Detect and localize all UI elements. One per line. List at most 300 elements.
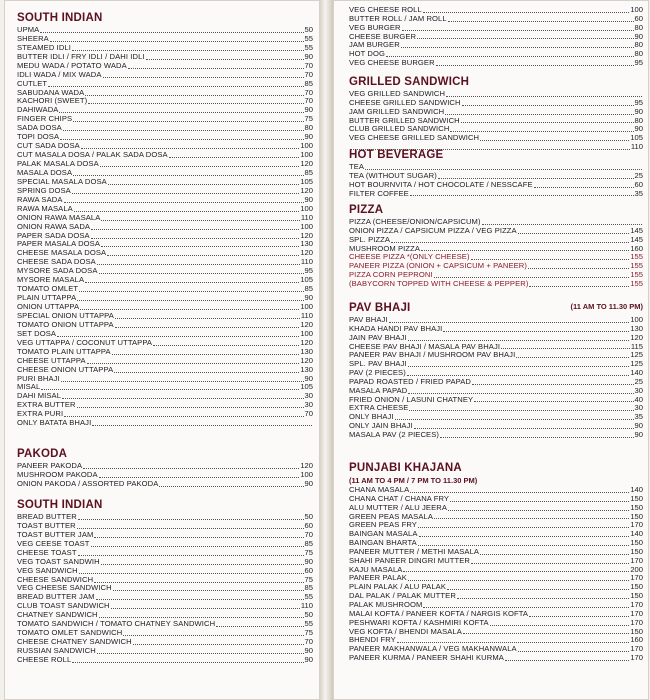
dotted-leader bbox=[133, 644, 304, 645]
menu-item-row bbox=[349, 190, 643, 199]
menu-item-name: RUSSIAN SANDWICH bbox=[17, 646, 96, 656]
menu-item-price: 130 bbox=[300, 239, 313, 249]
menu-item-name: TEA bbox=[349, 162, 365, 171]
dotted-leader bbox=[115, 318, 300, 319]
dotted-leader bbox=[101, 246, 299, 247]
menu-item-price: 155 bbox=[630, 252, 643, 262]
section-hot-beverage bbox=[349, 147, 643, 198]
menu-item-name: JAM BURGER bbox=[349, 40, 400, 50]
dotted-leader bbox=[391, 242, 629, 243]
menu-item-price: 85 bbox=[304, 78, 313, 88]
dotted-leader bbox=[407, 375, 630, 376]
menu-item-name: SHAHI PANEER DINGRI MUTTER bbox=[349, 555, 471, 565]
dotted-leader bbox=[408, 580, 629, 581]
dotted-leader bbox=[80, 309, 299, 310]
menu-item-name: BHENDI FRY bbox=[349, 635, 396, 645]
menu-item-name: CHEESE BURGER bbox=[349, 31, 417, 41]
menu-item-name: MASALA PAPAD bbox=[349, 385, 408, 395]
menu-item-price: 80 bbox=[634, 22, 643, 32]
menu-item-name: VEG UTTAPPA / COCONUT UTTAPPA bbox=[17, 337, 153, 347]
menu-item-name: PIZZA (CHEESE/ONION/CAPSICUM) bbox=[349, 217, 481, 226]
dotted-leader bbox=[365, 169, 642, 170]
section-pizza bbox=[349, 202, 643, 289]
dotted-leader bbox=[450, 501, 629, 502]
dotted-leader bbox=[74, 211, 300, 212]
menu-item-name: PAV (2 PIECES) bbox=[349, 368, 406, 378]
menu-item-name: VEG CHEESE GRILLED SANDWICH bbox=[349, 133, 480, 143]
section-title: SOUTH INDIAN bbox=[17, 12, 103, 24]
dotted-leader bbox=[386, 56, 634, 57]
menu-item-name: CHEESE CHATNEY SANDWICH bbox=[17, 637, 132, 647]
dotted-leader bbox=[88, 103, 303, 104]
menu-item-name: RAWA SADA bbox=[17, 194, 63, 204]
dotted-leader bbox=[408, 366, 630, 367]
menu-item-name: PANEER PALAK bbox=[349, 573, 407, 583]
menu-item-name: HOT BOURNVITA / HOT CHOCOLATE / NESSCAFE bbox=[349, 179, 533, 189]
dotted-leader bbox=[462, 105, 634, 106]
menu-item-price: 150 bbox=[630, 511, 643, 521]
section-title: SOUTH INDIAN bbox=[17, 499, 103, 511]
menu-item-row bbox=[349, 134, 643, 143]
dotted-leader bbox=[408, 340, 630, 341]
dotted-leader bbox=[216, 626, 303, 627]
menu-item-name: DAHIWADA bbox=[17, 105, 59, 115]
menu-item-name: SADA DOSA bbox=[17, 123, 62, 133]
dotted-leader bbox=[61, 381, 304, 382]
dotted-leader bbox=[72, 193, 299, 194]
menu-item-price: 80 bbox=[634, 40, 643, 50]
section-timing-note: (11 AM TO 4 PM / 7 PM TO 11.30 PM) bbox=[349, 476, 478, 485]
menu-item-name: RAWA MASALA bbox=[17, 203, 73, 213]
menu-item-price: 90 bbox=[304, 556, 313, 566]
dotted-leader bbox=[529, 286, 629, 287]
menu-item-price: 40 bbox=[634, 394, 643, 404]
menu-item-name: PAPER MASALA DOSA bbox=[17, 239, 101, 249]
menu-item-price: 170 bbox=[630, 520, 643, 530]
menu-item-price: 120 bbox=[630, 332, 643, 342]
menu-item-price: 110 bbox=[300, 257, 313, 267]
dotted-leader bbox=[87, 363, 300, 364]
dotted-leader bbox=[77, 407, 304, 408]
menu-item-price: 145 bbox=[630, 234, 643, 244]
menu-item-name: SPECIAL MASALA DOSA bbox=[17, 176, 107, 186]
dotted-leader bbox=[418, 545, 630, 546]
menu-item-name: CHANA MASALA bbox=[349, 485, 410, 494]
menu-item-name: FINGER CHIPS bbox=[17, 114, 73, 124]
menu-item-price: 80 bbox=[634, 115, 643, 125]
menu-item-price: 60 bbox=[634, 179, 643, 189]
menu-item-price: 155 bbox=[630, 278, 643, 288]
dotted-leader bbox=[85, 282, 299, 283]
dotted-leader bbox=[91, 229, 299, 230]
menu-item-price: 170 bbox=[630, 573, 643, 583]
menu-item-name: PESHWARI KOFTA / KASHMIRI KOFTA bbox=[349, 617, 489, 627]
menu-item-price: 85 bbox=[304, 167, 313, 177]
menu-item-price: 150 bbox=[630, 546, 643, 556]
menu-item-name: PAPAD ROASTED / FRIED PAPAD bbox=[349, 376, 471, 386]
dotted-leader bbox=[63, 130, 304, 131]
menu-item-name: BAINGAN MASALA bbox=[349, 529, 418, 539]
menu-item-price: 160 bbox=[630, 243, 643, 253]
menu-item-name: BUTTER GRILLED SANDWICH bbox=[349, 115, 460, 125]
dotted-leader bbox=[103, 77, 304, 78]
dotted-leader bbox=[409, 410, 633, 411]
menu-item-price: 100 bbox=[300, 328, 313, 338]
menu-item-price: 80 bbox=[304, 123, 313, 133]
menu-item-price: 95 bbox=[634, 58, 643, 68]
menu-item-name: KAJU MASALA bbox=[349, 564, 403, 574]
menu-item-name: PAPER SADA DOSA bbox=[17, 230, 90, 240]
menu-item-name: ALU MUTTER / ALU JEERA bbox=[349, 502, 447, 512]
menu-item-row bbox=[17, 124, 313, 133]
menu-item-price: 90 bbox=[304, 654, 313, 664]
menu-item-price: 150 bbox=[630, 538, 643, 548]
menu-item-row bbox=[17, 375, 313, 384]
dotted-leader bbox=[518, 651, 630, 652]
menu-item-name: VEG SANDWICH bbox=[17, 565, 78, 575]
menu-item-name: GREEN PEAS FRY bbox=[349, 520, 417, 530]
dotted-leader bbox=[100, 166, 300, 167]
dotted-leader bbox=[92, 425, 312, 426]
menu-item-name: CUT MASALA DOSA / PALAK SADA DOSA bbox=[17, 150, 168, 160]
menu-item-price: 30 bbox=[634, 403, 643, 413]
menu-item-name: PANEER MUTTER / METHI MASALA bbox=[349, 546, 480, 556]
dotted-leader bbox=[528, 268, 629, 269]
menu-item-price: 75 bbox=[304, 547, 313, 557]
menu-item-name: TOMATO ONION UTTAPPA bbox=[17, 319, 114, 329]
menu-item-row bbox=[17, 480, 313, 489]
menu-item-name: PANEER KURMA / PANEER SHAHI KURMA bbox=[349, 653, 504, 663]
menu-item-name: ONION PAKODA / ASSORTED PAKODA bbox=[17, 478, 159, 488]
menu-item-name: TOPI DOSA bbox=[17, 132, 60, 142]
menu-item-price: 95 bbox=[634, 97, 643, 107]
menu-item-price: 90 bbox=[634, 429, 643, 439]
menu-item-price: 75 bbox=[304, 114, 313, 124]
book-spine bbox=[320, 0, 333, 700]
section-title: PUNJABI KHAJANA bbox=[349, 462, 462, 474]
dotted-leader bbox=[78, 519, 304, 520]
menu-item-price: 70 bbox=[304, 87, 313, 97]
dotted-leader bbox=[115, 327, 300, 328]
menu-item-row bbox=[17, 366, 313, 375]
dotted-leader bbox=[529, 616, 629, 617]
menu-item-price: 90 bbox=[634, 106, 643, 116]
dotted-leader bbox=[534, 187, 634, 188]
menu-item-price: 145 bbox=[630, 225, 643, 235]
menu-item-name: PANEER PAKODA bbox=[17, 460, 83, 470]
menu-item-row bbox=[17, 26, 313, 35]
dotted-leader bbox=[77, 528, 304, 529]
section-burgers bbox=[349, 6, 643, 68]
menu-item-row bbox=[17, 419, 313, 428]
dotted-leader bbox=[474, 401, 633, 402]
menu-item-price: 160 bbox=[630, 635, 643, 645]
menu-item-name: TOMATO OMLET SANDWICH bbox=[17, 628, 123, 638]
menu-item-name: PURI BHAJI bbox=[17, 373, 60, 383]
menu-item-price: 120 bbox=[300, 337, 313, 347]
dotted-leader bbox=[505, 660, 629, 661]
left-menu-page bbox=[4, 0, 320, 700]
dotted-leader bbox=[128, 68, 304, 69]
menu-item-price: 150 bbox=[630, 582, 643, 592]
menu-item-name: MYSORE SADA DOSA bbox=[17, 266, 98, 276]
dotted-leader bbox=[169, 157, 300, 158]
menu-item-price: 25 bbox=[634, 170, 643, 180]
menu-item-price: 100 bbox=[300, 141, 313, 151]
menu-item-name: CLUB GRILLED SANDWICH bbox=[349, 124, 450, 134]
menu-item-row bbox=[17, 321, 313, 330]
dotted-leader bbox=[443, 331, 629, 332]
menu-item-name: PAV BHAJI bbox=[349, 315, 388, 324]
menu-item-price: 170 bbox=[630, 555, 643, 565]
menu-item-price: 120 bbox=[300, 185, 313, 195]
menu-item-price: 90 bbox=[634, 421, 643, 431]
menu-item-row bbox=[17, 98, 313, 107]
dotted-leader bbox=[457, 598, 629, 599]
section-pakoda bbox=[17, 446, 313, 489]
dotted-leader bbox=[423, 12, 630, 13]
dotted-leader bbox=[434, 277, 630, 278]
menu-item-price: 140 bbox=[630, 485, 643, 494]
dotted-leader bbox=[434, 518, 629, 519]
menu-item-price: 100 bbox=[630, 315, 643, 324]
dotted-leader bbox=[440, 437, 634, 438]
menu-item-name: MUSHROOM PIZZA bbox=[349, 243, 421, 253]
menu-item-row bbox=[17, 384, 313, 393]
dotted-leader bbox=[417, 38, 633, 39]
dotted-leader bbox=[41, 389, 299, 390]
menu-item-row bbox=[17, 656, 313, 665]
menu-item-price: 80 bbox=[634, 49, 643, 59]
menu-item-name: STEAMED IDLI bbox=[17, 42, 71, 52]
section-south-indian-1 bbox=[17, 10, 313, 428]
menu-item-row bbox=[349, 280, 643, 289]
dotted-leader bbox=[85, 95, 303, 96]
menu-item-row bbox=[349, 654, 643, 663]
dotted-leader bbox=[101, 220, 299, 221]
section-title: PIZZA bbox=[349, 204, 384, 216]
menu-item-row bbox=[349, 227, 643, 236]
menu-item-price: 70 bbox=[304, 60, 313, 70]
menu-item-price: 70 bbox=[304, 529, 313, 539]
menu-item-name: SABUDANA WADA bbox=[17, 87, 85, 97]
dotted-leader bbox=[78, 555, 304, 556]
menu-item-price: 90 bbox=[304, 51, 313, 61]
menu-item-name: SPRING DOSA bbox=[17, 185, 71, 195]
menu-item-name: ONLY BHAJI bbox=[349, 412, 394, 422]
dotted-leader bbox=[395, 419, 634, 420]
menu-item-name: EXTRA PURI bbox=[17, 409, 64, 419]
dotted-leader bbox=[77, 300, 303, 301]
menu-item-name: SPL. PAV BHAJI bbox=[349, 359, 407, 369]
menu-item-name: PANEER MAKHANWALA / VEG MAKHANWALA bbox=[349, 644, 517, 654]
menu-item-name: JAIN PAV BHAJI bbox=[349, 332, 407, 342]
menu-item-price: 110 bbox=[300, 212, 313, 222]
section-pav-bhaji bbox=[349, 300, 643, 440]
menu-item-name: TOMATO SANDWICH / TOMATO CHATNEY SANDWICH bbox=[17, 619, 216, 629]
dotted-leader bbox=[461, 122, 634, 123]
dotted-leader bbox=[97, 264, 300, 265]
menu-item-name: VEG KOFTA / BHENDI MASALA bbox=[349, 626, 462, 636]
menu-item-name: CLUB TOAST SANDWICH bbox=[17, 601, 110, 611]
menu-item-name: TOMATO OMLET bbox=[17, 284, 79, 294]
menu-item-name: MASALA PAV (2 PIECES) bbox=[349, 429, 440, 439]
menu-item-name: CUTLET bbox=[17, 78, 48, 88]
dotted-leader bbox=[501, 348, 630, 349]
dotted-leader bbox=[73, 175, 303, 176]
dotted-leader bbox=[448, 21, 634, 22]
dotted-leader bbox=[410, 492, 629, 493]
dotted-leader bbox=[64, 202, 304, 203]
dotted-leader bbox=[114, 372, 299, 373]
menu-item-name: SPECIAL ONION UTTAPPA bbox=[17, 310, 114, 320]
dotted-leader bbox=[419, 536, 630, 537]
dotted-leader bbox=[471, 563, 629, 564]
dotted-leader bbox=[64, 416, 303, 417]
menu-item-price: 90 bbox=[304, 194, 313, 204]
menu-item-price: 70 bbox=[304, 409, 313, 419]
menu-item-name: EXTRA BUTTER bbox=[17, 400, 76, 410]
section-title: PAV BHAJI bbox=[349, 302, 411, 314]
menu-item-name: CHANA CHAT / CHANA FRY bbox=[349, 493, 450, 503]
menu-item-name: HOT DOG bbox=[349, 49, 385, 59]
dotted-leader bbox=[97, 653, 304, 654]
menu-item-name: VEG GRILLED SANDWICH bbox=[349, 89, 446, 98]
dotted-leader bbox=[480, 140, 629, 141]
menu-item-name: IDLI WADA / MIX WADA bbox=[17, 69, 102, 79]
menu-item-name: VEG CHEESE SANDWICH bbox=[17, 583, 112, 593]
dotted-leader bbox=[48, 86, 303, 87]
menu-item-name: DAHI MISAL bbox=[17, 391, 62, 401]
menu-item-name: PLAIN PALAK / ALU PALAK bbox=[349, 582, 446, 592]
dotted-leader bbox=[50, 41, 304, 42]
menu-item-price: 70 bbox=[304, 69, 313, 79]
menu-item-name: ONLY BATATA BHAJI bbox=[17, 418, 92, 428]
menu-item-name: VEG TOAST SANDWIH bbox=[17, 556, 100, 566]
menu-item-price: 130 bbox=[300, 346, 313, 356]
menu-item-name: TOAST BUTTER bbox=[17, 520, 76, 530]
menu-item-price: 85 bbox=[304, 538, 313, 548]
menu-item-price: 90 bbox=[304, 132, 313, 142]
menu-item-name: DAL PALAK / PALAK MUTTER bbox=[349, 591, 456, 601]
menu-item-price: 60 bbox=[634, 13, 643, 23]
menu-item-price: 55 bbox=[304, 33, 313, 43]
dotted-leader bbox=[94, 537, 303, 538]
menu-item-price: 150 bbox=[630, 626, 643, 636]
menu-item-price: 100 bbox=[300, 302, 313, 312]
menu-item-row bbox=[349, 431, 643, 440]
section-punjabi-khajana bbox=[349, 460, 643, 663]
menu-item-price: 50 bbox=[304, 24, 313, 34]
dotted-leader bbox=[421, 250, 629, 251]
menu-item-price: 130 bbox=[630, 323, 643, 333]
dotted-leader bbox=[446, 96, 642, 97]
dotted-leader bbox=[403, 571, 629, 572]
menu-item-name: ONION PIZZA / CAPSICUM PIZZA / VEG PIZZA bbox=[349, 225, 517, 235]
menu-item-price: 120 bbox=[300, 248, 313, 258]
dotted-leader bbox=[159, 486, 303, 487]
dotted-leader bbox=[101, 564, 304, 565]
menu-item-name: MISAL bbox=[17, 382, 41, 392]
section-title: PAKODA bbox=[17, 448, 68, 460]
menu-item-name: KACHORI (SWEET) bbox=[17, 96, 88, 106]
dotted-leader bbox=[518, 233, 630, 234]
section-title: GRILLED SANDWICH bbox=[349, 76, 470, 88]
dotted-leader bbox=[59, 112, 303, 113]
dotted-leader bbox=[482, 224, 642, 225]
menu-item-price: 35 bbox=[634, 412, 643, 422]
menu-item-price: 85 bbox=[304, 583, 313, 593]
menu-item-price: 90 bbox=[304, 293, 313, 303]
dotted-leader bbox=[423, 607, 629, 608]
menu-item-price: 170 bbox=[630, 599, 643, 609]
section-timing-note: (11 AM TO 11.30 PM) bbox=[570, 302, 643, 311]
menu-item-name: GREEN PEAS MASALA bbox=[349, 511, 433, 521]
menu-item-name: VEG CHEESE BURGER bbox=[349, 58, 435, 68]
dotted-leader bbox=[73, 121, 303, 122]
dotted-leader bbox=[436, 65, 634, 66]
menu-item-price: 110 bbox=[300, 310, 313, 320]
menu-item-name: CHEESE GRILLED SANDWICH bbox=[349, 97, 461, 107]
menu-item-price: 85 bbox=[304, 284, 313, 294]
dotted-leader bbox=[57, 336, 299, 337]
dotted-leader bbox=[72, 50, 304, 51]
menu-item-price: 90 bbox=[304, 105, 313, 115]
menu-item-name: PANEER PAV BHAJI / MUSHROOM PAV BHAJI bbox=[349, 350, 516, 360]
dotted-leader bbox=[463, 633, 629, 634]
dotted-leader bbox=[397, 642, 629, 643]
menu-item-name: PALAK MUSHROOM bbox=[349, 599, 423, 609]
dotted-leader bbox=[472, 384, 634, 385]
menu-item-price: 50 bbox=[304, 610, 313, 620]
dotted-leader bbox=[480, 554, 629, 555]
dotted-leader bbox=[62, 398, 304, 399]
menu-item-name: MEDU WADA / POTATO WADA bbox=[17, 60, 127, 70]
menu-item-price: 90 bbox=[304, 478, 313, 488]
menu-item-name: UPMA bbox=[17, 24, 40, 34]
menu-item-name: CHATNEY SANDWICH bbox=[17, 610, 98, 620]
menu-item-name: CHEESE ONION UTTAPPA bbox=[17, 364, 114, 374]
menu-item-price: 75 bbox=[304, 628, 313, 638]
dotted-leader bbox=[81, 148, 300, 149]
menu-item-price: 95 bbox=[304, 266, 313, 276]
menu-item-price: 155 bbox=[630, 261, 643, 271]
menu-item-price: 60 bbox=[304, 520, 313, 530]
menu-item-name: FILTER COFFEE bbox=[349, 188, 409, 198]
dotted-leader bbox=[153, 345, 299, 346]
menu-item-name: SET DOSA bbox=[17, 328, 57, 338]
menu-item-name: PANEER PIZZA (ONION + CAPSICUM + PANEER) bbox=[349, 261, 527, 271]
menu-item-name: BUTTER ROLL / JAM ROLL bbox=[349, 13, 447, 23]
dotted-leader bbox=[111, 608, 300, 609]
menu-item-name: EXTRA CHEESE bbox=[349, 403, 409, 413]
menu-item-price: 100 bbox=[300, 150, 313, 160]
menu-item-name: BUTTER IDLI / FRY IDLI / DAHI IDLI bbox=[17, 51, 145, 61]
dotted-leader bbox=[389, 322, 630, 323]
dotted-leader bbox=[450, 131, 633, 132]
dotted-leader bbox=[60, 139, 303, 140]
section-grilled-sandwich bbox=[349, 74, 643, 152]
menu-item-name: BREAD BUTTER JAM bbox=[17, 592, 95, 602]
menu-item-price: 140 bbox=[630, 529, 643, 539]
dotted-leader bbox=[94, 582, 303, 583]
menu-item-row bbox=[349, 59, 643, 68]
dotted-leader bbox=[40, 32, 303, 33]
dotted-leader bbox=[516, 357, 629, 358]
menu-item-price: 170 bbox=[630, 608, 643, 618]
menu-item-price: 60 bbox=[304, 565, 313, 575]
menu-item-price: 90 bbox=[634, 31, 643, 41]
